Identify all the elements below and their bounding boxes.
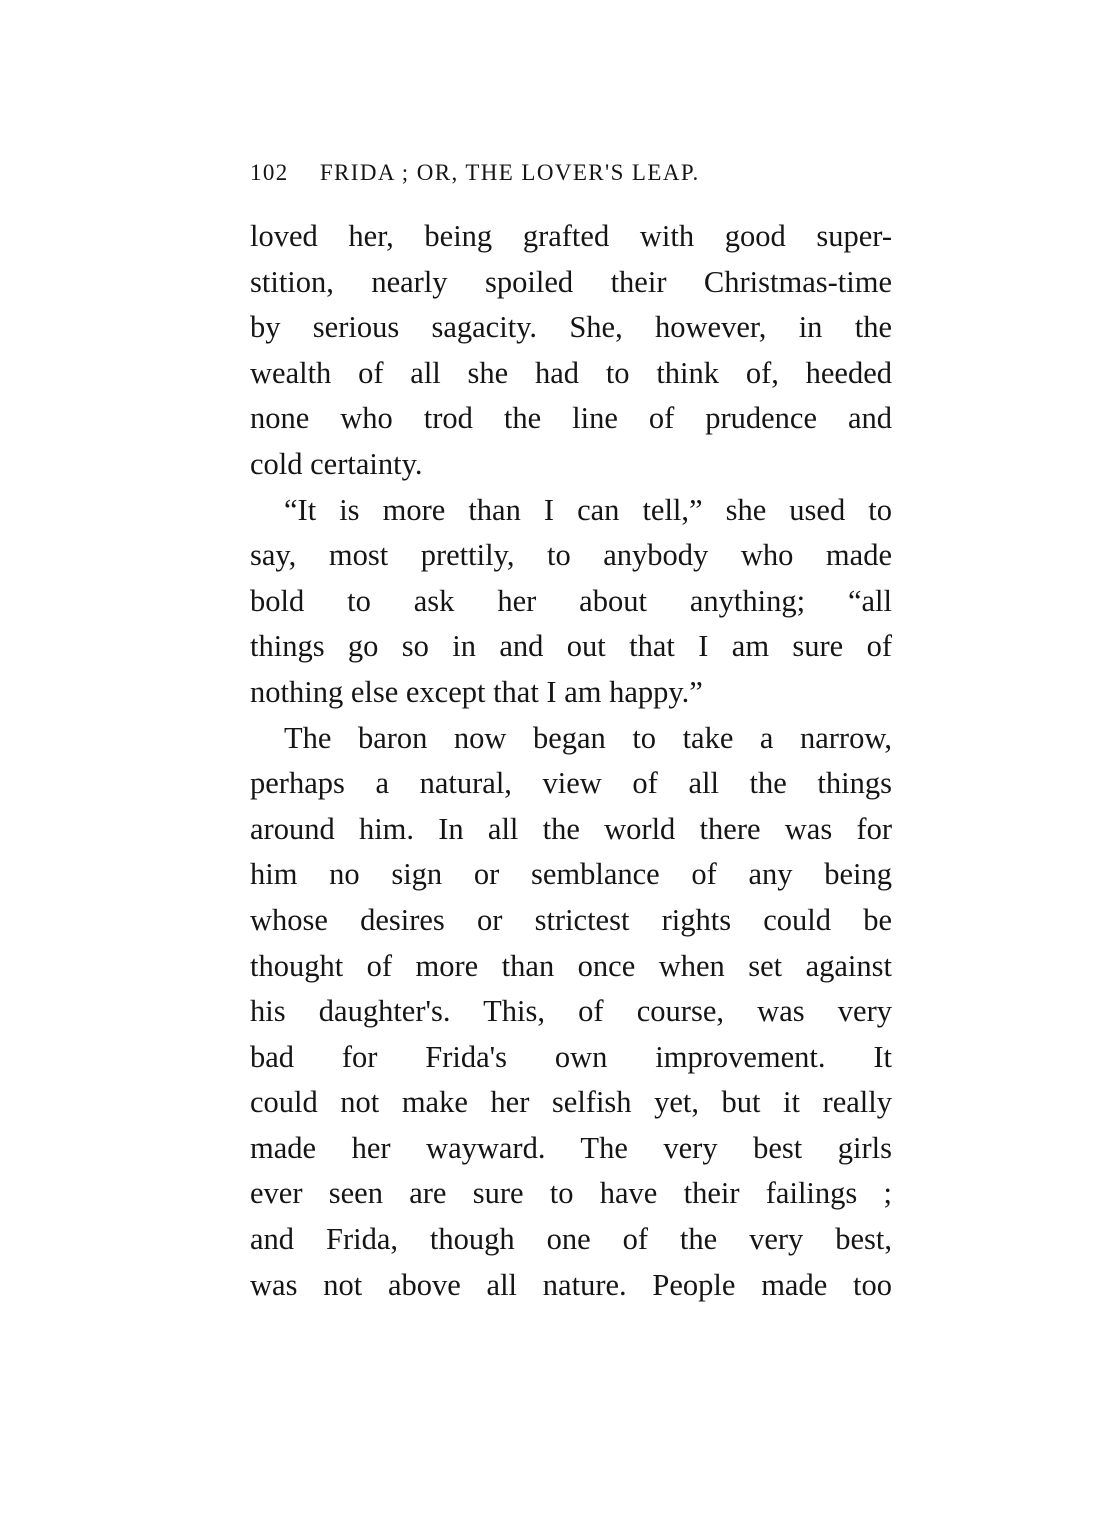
paragraph [250,716,892,1309]
text-line: his daughter's. This, of course, was very [250,994,892,1029]
text-line: none who trod the line of prudence and [250,401,892,436]
text-line: thought of more than once when set against [250,948,892,983]
running-title: FRIDA ; OR, THE LOVER'S LEAP. [319,160,700,185]
text-line: stition, nearly spoiled their Christmas-time [250,264,892,299]
text-line: and Frida, though one of the very best, [250,1222,892,1257]
paragraph [250,488,892,716]
text-line: him no sign or semblance of any being [250,857,892,892]
text-line: wealth of all she had to think of, heeded [250,355,892,390]
text-line: ever seen are sure to have their failings ; [250,1176,892,1211]
paragraph [250,214,892,488]
text-line: things go so in and out that I am sure of [250,629,892,664]
text-line: around him. In all the world there was for [250,811,892,846]
page-number: 102 [250,160,289,185]
text-line: say, most prettily, to anybody who made [250,538,892,573]
text-line: loved her, being grafted with good super- [250,219,892,253]
text-line: “It is more than I can tell,” she used to [284,492,892,527]
text-line: cold certainty. [250,446,423,481]
text-line: nothing else except that I am happy.” [250,674,703,709]
text-line: whose desires or strictest rights could be [250,902,892,937]
running-header [250,160,700,186]
text-line: made her wayward. The very best girls [250,1130,892,1165]
text-line: bold to ask her about anything; “all [250,583,892,618]
body-text [250,214,892,1308]
text-line: was not above all nature. People made too [250,1267,892,1302]
text-line: could not make her selfish yet, but it really [250,1085,892,1120]
text-line: bad for Frida's own improvement. It [250,1039,892,1074]
text-line: perhaps a natural, view of all the things [250,766,892,801]
text-line: by serious sagacity. She, however, in the [250,310,892,345]
text-line: The baron now began to take a narrow, [284,720,892,755]
